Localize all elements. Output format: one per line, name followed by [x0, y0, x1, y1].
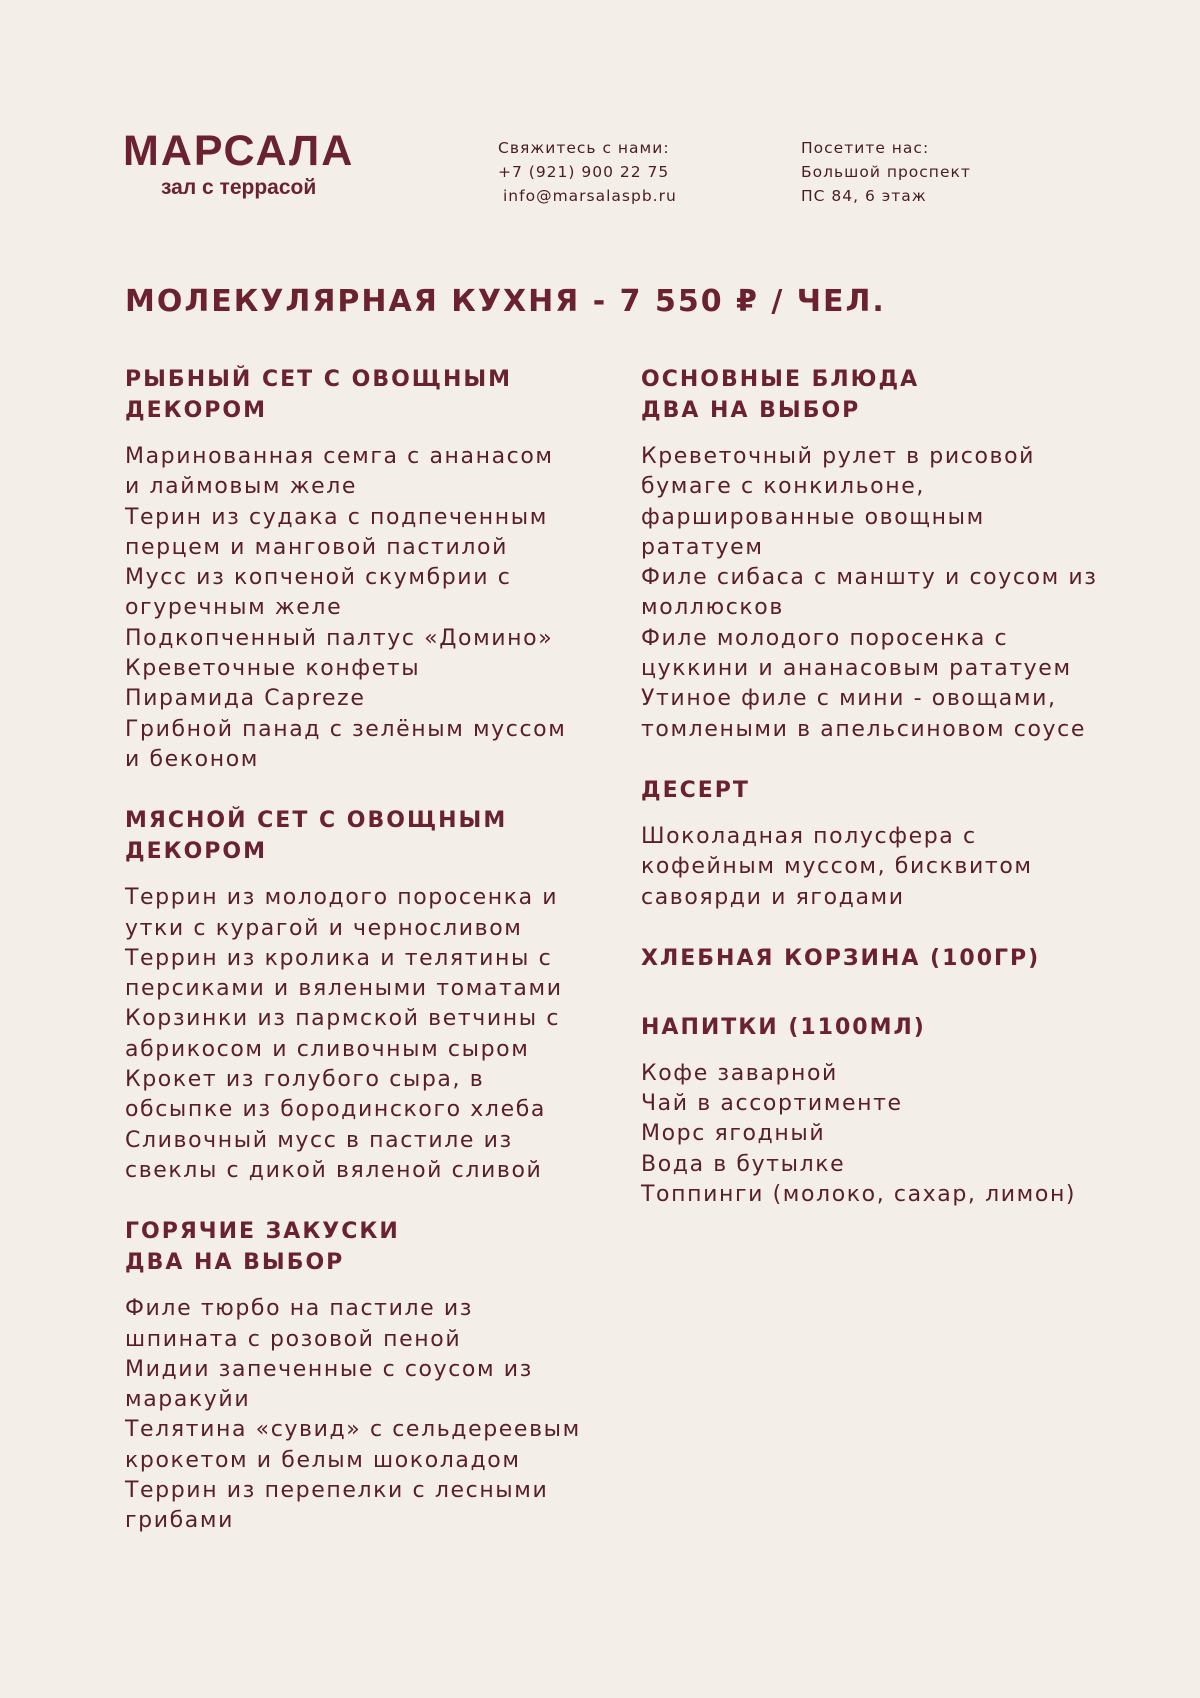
- menu-item-line: Мидии запеченные с соусом из: [125, 1356, 533, 1382]
- section-title-line: ДЕСЕРТ: [641, 777, 750, 803]
- left-column: [125, 364, 595, 1567]
- menu-item-line: Телятина «сувид» с сельдереевым: [125, 1417, 581, 1443]
- menu-item-line: Грибной панад с зелёным муссом: [125, 716, 567, 742]
- section-title-line: ДВА НА ВЫБОР: [641, 398, 861, 423]
- menu-item-line: Терин из судака с подпеченным: [125, 504, 548, 530]
- section-title: [641, 775, 1101, 806]
- section-title-line: ХЛЕБНАЯ КОРЗИНА (100ГР): [641, 945, 1041, 971]
- menu-section: [125, 364, 595, 775]
- contact-block: [498, 136, 677, 208]
- menu-item-list: [125, 883, 595, 1186]
- logo-subtitle: зал с террасой: [161, 176, 317, 199]
- menu-item-line: Креветочный рулет в рисовой: [641, 444, 1036, 469]
- menu-section: [641, 775, 1101, 913]
- menu-item-line: рататуем: [641, 534, 764, 560]
- menu-item-list: [641, 822, 1101, 913]
- menu-item-list: [125, 1294, 595, 1536]
- menu-section: [125, 1216, 595, 1536]
- menu-item-line: Топпинги (молоко, сахар, лимон): [641, 1182, 1077, 1208]
- menu-item-line: Корзинки из пармской ветчины с: [125, 1006, 561, 1032]
- menu-item-line: абрикосом и сливочным сыром: [125, 1036, 530, 1062]
- menu-item-line: Пирамида Capreze: [125, 686, 366, 712]
- section-title-line: ДЕКОРОМ: [125, 839, 268, 865]
- menu-item-line: огуречным желе: [125, 595, 343, 621]
- menu-item-line: маракуйи: [125, 1387, 251, 1413]
- menu-item-line: утки с курагой и черносливом: [125, 915, 523, 941]
- section-title-line: РЫБНЫЙ СЕТ С ОВОЩНЫМ: [125, 367, 513, 392]
- menu-item-line: крокетом и белым шоколадом: [125, 1447, 521, 1473]
- menu-item-list: [125, 442, 595, 775]
- section-title: [125, 364, 595, 426]
- menu-item-line: и лаймовым желе: [125, 474, 358, 500]
- logo-title: МАРСАЛА: [123, 127, 355, 175]
- menu-item-line: томлеными в апельсиновом соусе: [641, 716, 1086, 742]
- address-line-1: Большой проспект: [801, 163, 971, 181]
- section-title: [125, 1216, 595, 1278]
- section-title-line: МЯСНОЙ СЕТ С ОВОЩНЫМ: [125, 808, 508, 834]
- menu-section: [641, 943, 1101, 974]
- menu-item-line: Мусс из копченой скумбрии с: [125, 565, 512, 591]
- menu-item-line: грибами: [125, 1508, 234, 1534]
- menu-item-line: Филе сибаса с маншту и соусом из: [641, 565, 1098, 591]
- menu-item-line: Террин из молодого поросенка и: [125, 885, 559, 911]
- section-title: [641, 943, 1101, 974]
- menu-section: [641, 1012, 1101, 1210]
- menu-item-line: цуккини и ананасовым рататуем: [641, 656, 1072, 682]
- address-line-2: ПС 84, 6 этаж: [801, 187, 927, 205]
- section-title: [125, 805, 595, 867]
- section-title-line: НАПИТКИ (1100МЛ): [641, 1014, 926, 1040]
- contact-label: Свяжитесь с нами:: [498, 139, 670, 157]
- menu-item-line: Террин из перепелки с лесными: [125, 1478, 549, 1504]
- menu-item-line: савоярди и ягодами: [641, 884, 905, 910]
- menu-item-line: Филе тюрбо на пастиле из: [125, 1296, 474, 1322]
- menu-item-line: шпината с розовой пеной: [125, 1326, 462, 1352]
- menu-item-line: Морс ягодный: [641, 1121, 826, 1147]
- menu-item-line: фаршированные овощным: [641, 504, 985, 530]
- menu-item-line: Крокет из голубого сыра, в: [125, 1067, 485, 1093]
- section-title: [641, 364, 1101, 426]
- section-title-line: ОСНОВНЫЕ БЛЮДА: [641, 367, 920, 392]
- section-title: [641, 1012, 1101, 1043]
- menu-item-line: моллюсков: [641, 595, 784, 621]
- menu-section: [125, 805, 595, 1186]
- address-block: [801, 136, 971, 208]
- menu-item-line: Вода в бутылке: [641, 1151, 846, 1177]
- menu-item-line: и беконом: [125, 746, 259, 772]
- menu-item-line: Утиное филе с мини - овощами,: [641, 686, 1057, 712]
- menu-section: [641, 364, 1101, 745]
- contact-email[interactable]: info@marsalaspb.ru: [503, 187, 677, 205]
- menu-item-line: Филе молодого поросенка с: [641, 625, 1009, 651]
- address-label: Посетите нас:: [801, 139, 930, 157]
- menu-item-line: кофейным муссом, бисквитом: [641, 854, 1033, 880]
- logo: [123, 127, 368, 200]
- menu-item-line: свеклы с дикой вяленой сливой: [125, 1157, 543, 1183]
- menu-item-line: Креветочные конфеты: [125, 656, 421, 682]
- menu-item-line: Террин из кролика и телятины с: [125, 945, 553, 971]
- contact-phone[interactable]: +7 (921) 900 22 75: [498, 163, 670, 181]
- section-title-line: ГОРЯЧИЕ ЗАКУСКИ: [125, 1219, 400, 1245]
- section-title-line: ДВА НА ВЫБОР: [125, 1250, 345, 1276]
- menu-item-line: Сливочный мусс в пастиле из: [125, 1127, 513, 1153]
- menu-item-line: Маринованная семга с ананасом: [125, 444, 554, 469]
- right-column: [641, 364, 1101, 1240]
- menu-item-line: бумаге с конкильоне,: [641, 474, 925, 500]
- menu-item-line: Шоколадная полусфера с: [641, 823, 977, 849]
- menu-item-line: персиками и вялеными томатами: [125, 976, 563, 1002]
- menu-item-line: перцем и манговой пастилой: [125, 534, 508, 560]
- menu-item-list: [641, 1059, 1101, 1210]
- menu-item-line: Подкопченный палтус «Домино»: [125, 625, 554, 651]
- menu-item-line: Чай в ассортименте: [641, 1091, 903, 1117]
- menu-item-line: Кофе заварной: [641, 1060, 838, 1086]
- menu-title: МОЛЕКУЛЯРНАЯ КУХНЯ - 7 550 ₽ / ЧЕЛ.: [125, 284, 886, 319]
- section-title-line: ДЕКОРОМ: [125, 398, 268, 423]
- menu-item-list: [641, 442, 1101, 745]
- menu-item-line: обсыпке из бородинского хлеба: [125, 1097, 546, 1123]
